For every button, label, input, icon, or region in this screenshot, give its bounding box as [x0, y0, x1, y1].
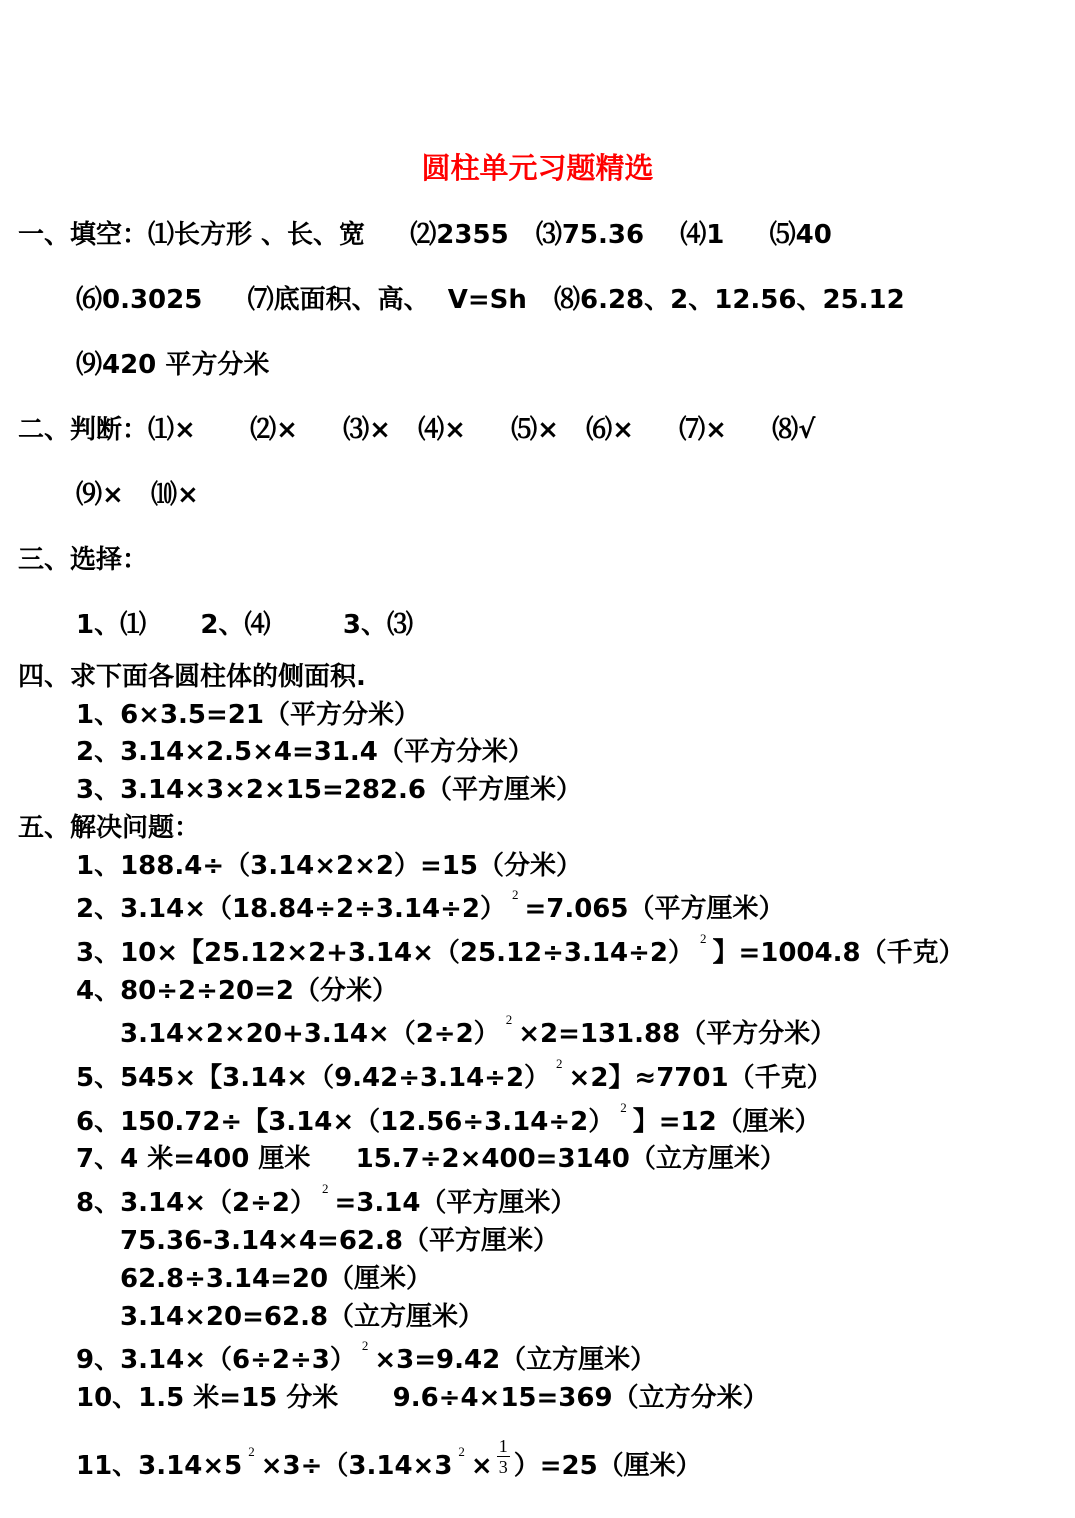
- choice-answers: 1、⑴ 2、⑷ 3、⑶: [76, 610, 413, 640]
- problem-8: 8、3.14×（2÷2） $^2$ =3.14（平方厘米）: [76, 1181, 577, 1218]
- problem-8-step-4: 3.14×20=62.8（立方厘米）: [120, 1302, 485, 1332]
- problem-10: 10、1.5 米=15 分米 9.6÷4×15=369（立方分米）: [76, 1383, 769, 1413]
- exponent: 2: [361, 1338, 369, 1353]
- exponent: 2: [620, 1100, 627, 1115]
- lateral-area-answer-3: 3、3.14×3×2×15=282.6（平方厘米）: [76, 775, 582, 805]
- problem-9: 9、3.14×（6÷2÷3） $^2$ ×3=9.42（立方厘米）: [76, 1338, 657, 1375]
- problems-heading: 五、解决问题：: [18, 813, 201, 843]
- exponent: 2: [556, 1056, 563, 1071]
- fill-blank-line-1: 一、填空：⑴长方形 、长、宽 ⑵2355 ⑶75.36 ⑷1 ⑸40: [18, 220, 832, 250]
- lateral-area-answer-1: 1、6×3.5=21（平方分米）: [76, 700, 420, 730]
- exponent: 2: [505, 1012, 513, 1027]
- problem-1: 1、188.4÷（3.14×2×2）=15（分米）: [76, 851, 582, 881]
- problem-3: 3、10×【25.12×2+3.14×（25.12÷3.14÷2） $^2$ 】=1004.8（千克）: [76, 931, 965, 968]
- problem-11: 11、3.14×5 $^2$ ×3÷（3.14×3 $^2$ × $\frac{1}{3}$ ）=25（厘米）: [76, 1436, 702, 1481]
- problem-8-step-2: 75.36-3.14×4=62.8（平方厘米）: [120, 1226, 559, 1256]
- exponent: 2: [699, 931, 707, 946]
- page-title: 圆柱单元习题精选: [421, 151, 654, 185]
- problem-7: 7、4 米=400 厘米 15.7÷2×400=3140（立方厘米）: [76, 1144, 786, 1174]
- fraction-one-third: $\frac{1}{3}$: [498, 1436, 508, 1477]
- judge-line-1: 二、判断：⑴× ⑵× ⑶× ⑷× ⑸× ⑹× ⑺× ⑻√: [18, 415, 816, 445]
- problem-4: 4、80÷2÷20=2（分米）: [76, 976, 398, 1006]
- exponent: 2: [248, 1444, 255, 1459]
- choice-heading: 三、选择：: [18, 545, 149, 575]
- exponent: 2: [322, 1181, 329, 1196]
- exponent: 2: [458, 1444, 465, 1459]
- lateral-area-answer-2: 2、3.14×2.5×4=31.4（平方分米）: [76, 737, 534, 767]
- problem-8-step-3: 62.8÷3.14=20（厘米）: [120, 1264, 433, 1294]
- exponent: 2: [511, 887, 519, 902]
- problem-4-step-2: 3.14×2×20+3.14×（2÷2） $^2$ ×2=131.88（平方分米）: [120, 1012, 837, 1049]
- problem-6: 6、150.72÷【3.14×（12.56÷3.14÷2） $^2$ 】=12（厘米）: [76, 1100, 821, 1137]
- lateral-area-heading: 四、求下面各圆柱体的侧面积.: [18, 662, 366, 692]
- problem-5: 5、545×【3.14×（9.42÷3.14÷2） $^2$ ×2】≈7701（千克）: [76, 1056, 833, 1093]
- fill-blank-line-3: ⑼420 平方分米: [76, 350, 270, 380]
- fill-blank-line-2: ⑹0.3025 ⑺底面积、高、 V=Sh ⑻6.28、2、12.56、25.12: [76, 285, 905, 315]
- judge-line-2: ⑼× ⑽×: [76, 480, 199, 510]
- problem-2: 2、3.14×（18.84÷2÷3.14÷2） $^2$ =7.065（平方厘米）: [76, 887, 785, 924]
